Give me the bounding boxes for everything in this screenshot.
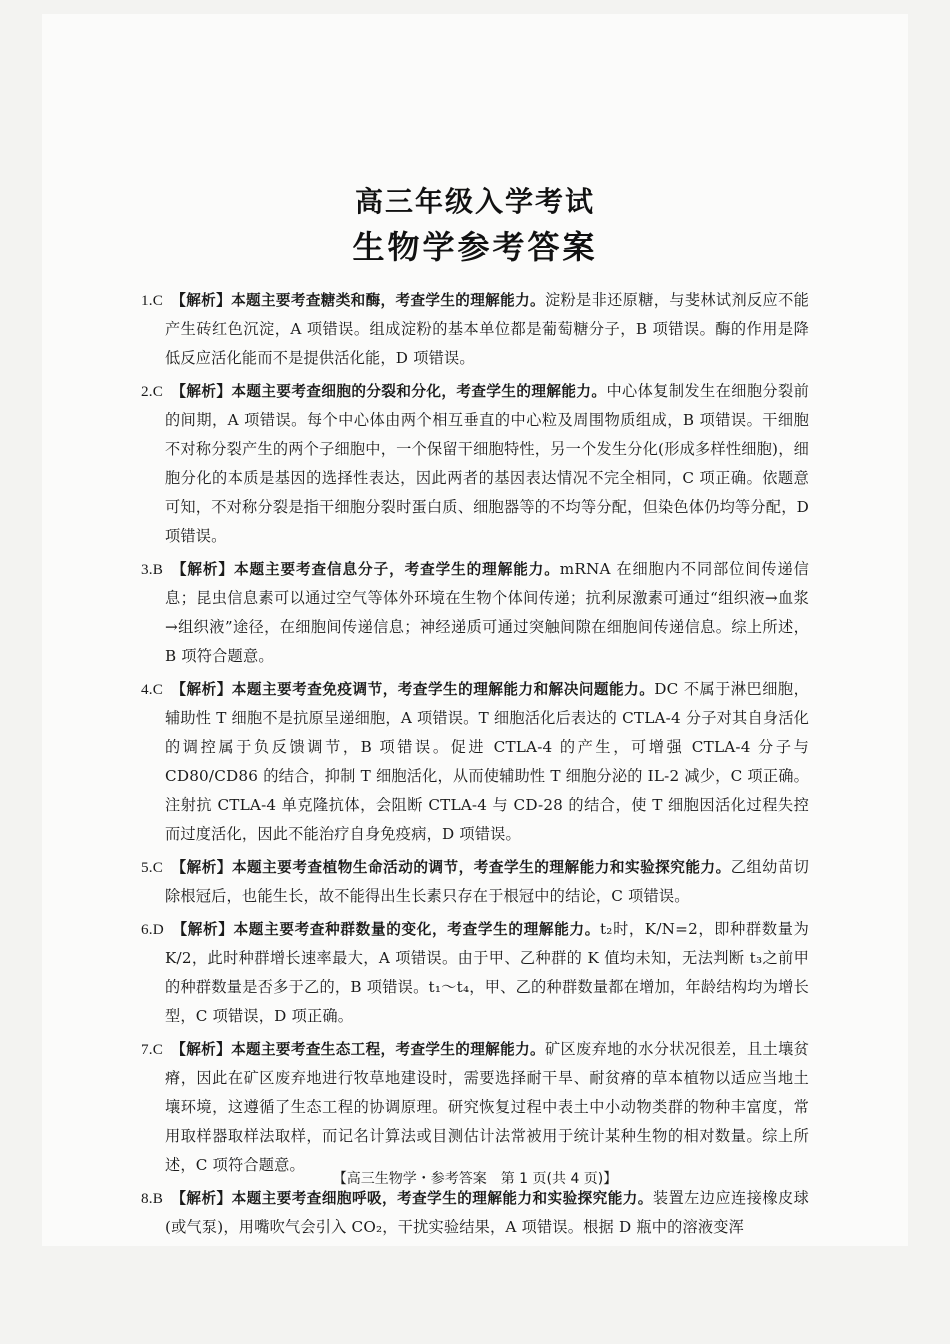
item-summary: 本题主要考查种群数量的变化，考查学生的理解能力。 — [233, 921, 600, 938]
item-answer: C — [152, 292, 164, 309]
item-number: 8. — [141, 1190, 153, 1207]
analysis-tag: 【解析】 — [171, 1041, 232, 1058]
item-summary: 本题主要考查植物生命活动的调节，考查学生的理解能力和实验探究能力。 — [231, 859, 731, 876]
item-answer: C — [152, 859, 164, 876]
analysis-tag: 【解析】 — [171, 1190, 232, 1207]
item-number: 3. — [141, 561, 153, 578]
analysis-tag: 【解析】 — [171, 561, 234, 578]
item-summary: 本题主要考查信息分子，考查学生的理解能力。 — [233, 561, 560, 578]
item-answer: C — [152, 383, 164, 400]
item-number: 2. — [141, 383, 153, 400]
item-answer: D — [152, 921, 164, 938]
item-number: 5. — [141, 859, 153, 876]
analysis-tag: 【解析】 — [171, 383, 232, 400]
item-explanation: 乙组幼苗切除根冠后，也能生长，故不能得出生长素只存在于根冠中的结论，C 项错误。 — [165, 858, 809, 905]
answer-item-2 — [141, 377, 809, 551]
analysis-tag: 【解析】 — [171, 681, 232, 698]
item-explanation: 中心体复制发生在细胞分裂前的间期，A 项错误。每个中心体由两个相互垂直的中心粒及周围物质组成，B 项错误。干细胞不对称分裂产生的两个子细胞中，一个保留干细胞特性，另一个发生分化(形成多样性细胞)，细胞分化的本质是基因的选择性表达，因此两者的基因表达情况不完全相同，C 项正确。依题意可知，不对称分裂是指干细胞分裂时蛋白质、细胞器等的不均等分配，但染色体仍均等分配，D 项错误。 — [165, 382, 809, 545]
answer-item-3 — [141, 555, 809, 671]
answer-item-5 — [141, 853, 809, 911]
item-explanation: 淀粉是非还原糖，与斐林试剂反应不能产生砖红色沉淀，A 项错误。组成淀粉的基本单位都是葡萄糖分子，B 项错误。酶的作用是降低反应活化能而不是提供活化能，D 项错误。 — [165, 291, 809, 367]
item-explanation: DC 不属于淋巴细胞，辅助性 T 细胞不是抗原呈递细胞，A 项错误。T 细胞活化后表达的 CTLA-4 分子对其自身活化的调控属于负反馈调节，B 项错误。促进 CTLA-4 的产生，可增强 CTLA-4 分子与 CD80/CD86 的结合，抑制 T 细胞活化，从而使辅助性 T 细胞分泌的 IL-2 减少，C 项正确。注射抗 CTLA-4 单克隆抗体，会阻断 CTLA-4 与 CD-28 的结合，使 T 细胞因活化过程失控而过度活化，因此不能治疗自身免疫病，D 项错误。 — [165, 680, 809, 843]
answer-item-8 — [141, 1184, 809, 1242]
item-summary: 本题主要考查生态工程，考查学生的理解能力。 — [231, 1041, 545, 1058]
exam-title: 高三年级入学考试 — [354, 185, 595, 218]
analysis-tag: 【解析】 — [171, 292, 232, 309]
item-answer: C — [152, 681, 164, 698]
answer-item-1 — [141, 286, 809, 373]
answer-item-6 — [141, 915, 809, 1031]
item-answer: C — [152, 1041, 164, 1058]
document-title: 生物学参考答案 — [352, 228, 598, 266]
item-summary: 本题主要考查细胞的分裂和分化，考查学生的理解能力。 — [231, 383, 607, 400]
item-number: 4. — [141, 681, 153, 698]
item-answer: B — [152, 561, 164, 578]
answer-item-7 — [141, 1035, 809, 1180]
item-number: 7. — [141, 1041, 153, 1058]
answer-list — [141, 286, 809, 1246]
item-answer: B — [152, 1190, 164, 1207]
analysis-tag: 【解析】 — [171, 921, 234, 938]
analysis-tag: 【解析】 — [171, 859, 232, 876]
item-summary: 本题主要考查免疫调节，考查学生的理解能力和解决问题能力。 — [231, 681, 655, 698]
item-summary: 本题主要考查糖类和酶，考查学生的理解能力。 — [231, 292, 545, 309]
item-explanation: t₂时，K/N=2，即种群数量为 K/2，此时种群增长速率最大，A 项错误。由于甲、乙种群的 K 值均未知，无法判断 t₃之前甲的种群数量是否多于乙的，B 项错误。t₁～t₄，甲、乙的种群数量都在增加，年龄结构均为增长型，C 项错误，D 项正确。 — [165, 920, 809, 1025]
item-number: 6. — [141, 921, 153, 938]
item-number: 1. — [141, 292, 153, 309]
item-explanation: 装置左边应连接橡皮球(或气泵)，用嘴吹气会引入 CO₂，干扰实验结果，A 项错误。根据 D 瓶中的溶液变浑 — [165, 1189, 809, 1236]
answer-item-4 — [141, 675, 809, 849]
item-explanation: 矿区废弃地的水分状况很差，且土壤贫瘠，因此在矿区废弃地进行牧草地建设时，需要选择耐干旱、耐贫瘠的草本植物以适应当地土壤环境，这遵循了生态工程的协调原理。研究恢复过程中表土中小动物类群的物种丰富度，常用取样器取样法取样，而记名计算法或目测估计法常被用于统计某种生物的相对数量。综上所述，C 项符合题意。 — [165, 1040, 809, 1174]
item-explanation: mRNA 在细胞内不同部位间传递信息；昆虫信息素可以通过空气等体外环境在生物个体间传递；抗利尿激素可通过“组织液→血浆→组织液”途径，在细胞间传递信息；神经递质可通过突触间隙在细胞间传递信息。综上所述，B 项符合题意。 — [165, 560, 809, 665]
item-summary: 本题主要考查细胞呼吸，考查学生的理解能力和实验探究能力。 — [231, 1190, 653, 1207]
page-footer: 【高三生物学・参考答案 第 1 页(共 4 页)】 — [332, 1171, 618, 1187]
